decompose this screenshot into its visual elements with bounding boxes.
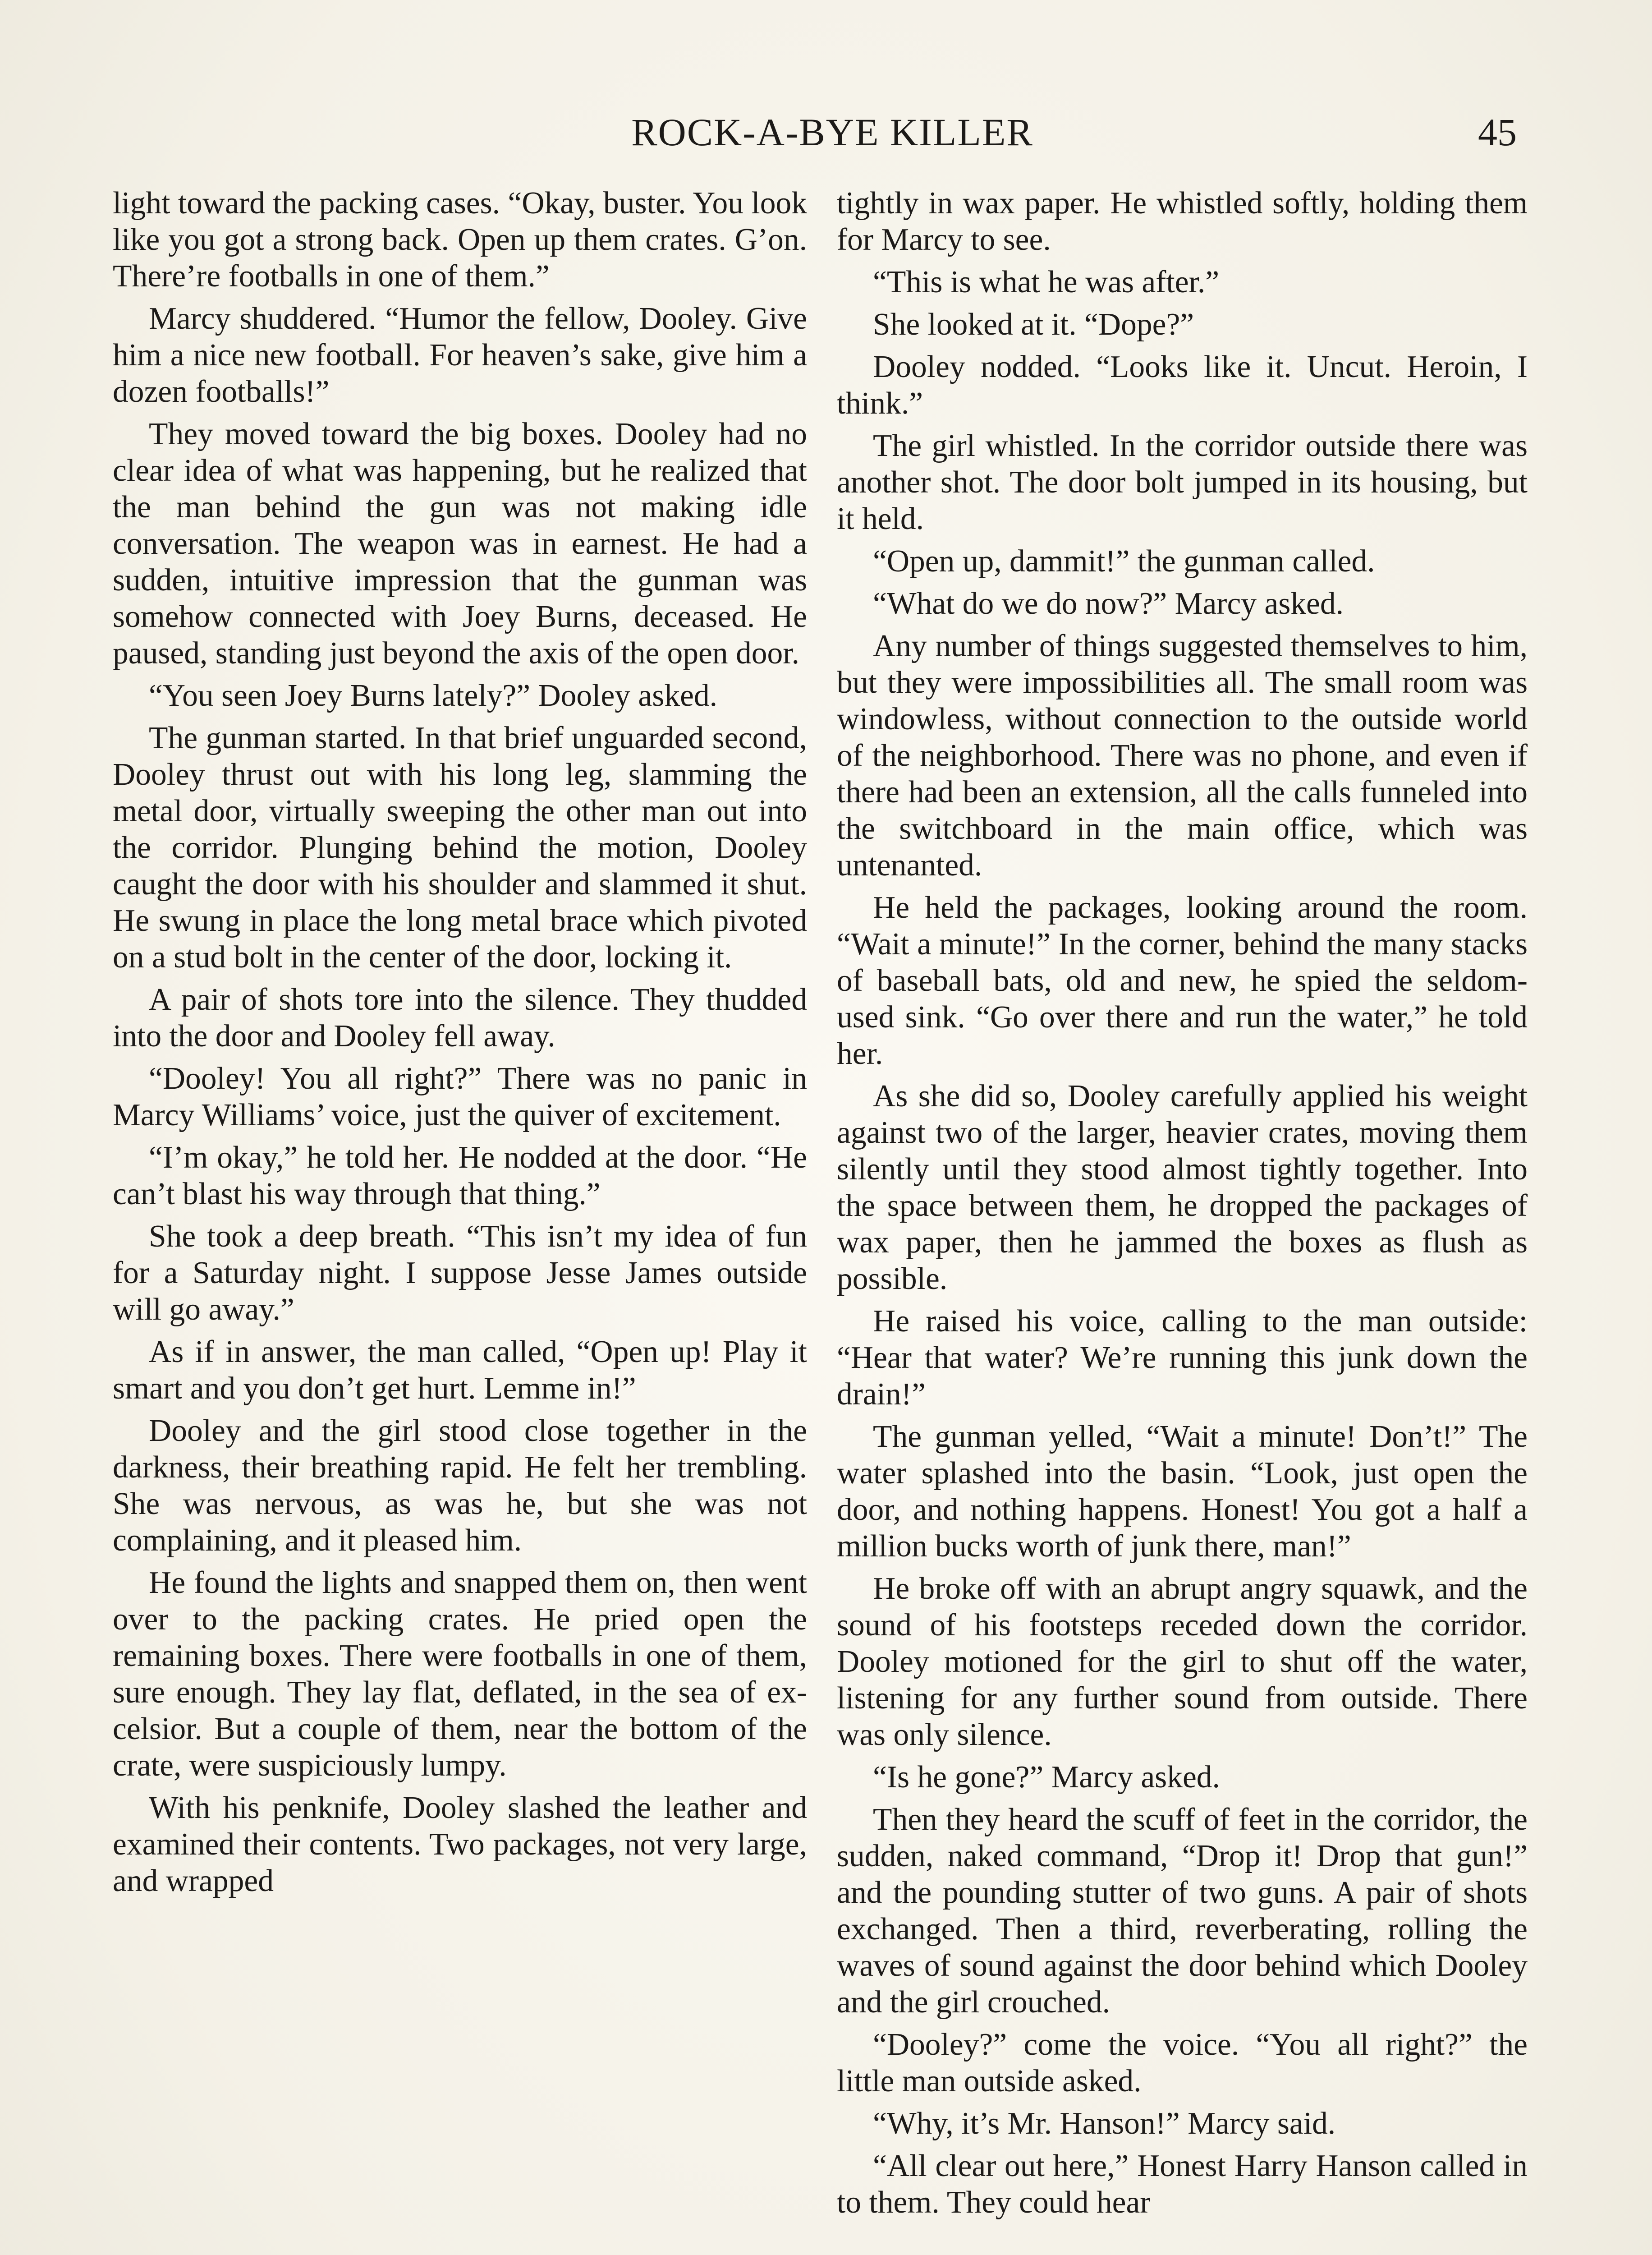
paragraph: “Dooley?” come the voice. “You all right?” the little man outside asked. (837, 2027, 1528, 2099)
paragraph: “Is he gone?” Marcy asked. (873, 1760, 1220, 1795)
paragraph: Marcy shuddered. “Humor the fellow, Dooley. Give him a nice new football. For heaven’s sake, give him a dozen footballs!” (113, 301, 807, 409)
paragraph: Dooley and the girl stood close together in the darkness, their breathing rapid. He felt her trembling. She was nervous, as was he, but she was not complaining, and it pleased him. (113, 1413, 807, 1558)
running-head-title: ROCK-A-BYE KILLER (631, 110, 1033, 154)
paragraph: “What do we do now?” Marcy asked. (873, 586, 1344, 621)
text-column-right (837, 185, 1528, 2227)
paragraph: He held the packages, looking around the room. “Wait a minute!” In the corner, behind the many stacks of baseball bats, old and new, he spied the seldom-used sink. “Go over there and run the water,” he told her. (837, 890, 1528, 1071)
paragraph: She looked at it. “Dope?” (873, 307, 1194, 342)
paragraph: light toward the packing cases. “Okay, buster. You look like you got a strong back. Open up them crates. G’on. There’re footballs in one of them.” (113, 186, 807, 294)
paragraph: He raised his voice, calling to the man outside: “Hear that water? We’re running this junk down the drain!” (837, 1304, 1528, 1412)
paragraph: “All clear out here,” Honest Harry Hanson called in to them. They could hear (837, 2149, 1528, 2220)
paragraph: They moved toward the big boxes. Dooley had no clear idea of what was happening, but he realized that the man behind the gun was not making idle conversation. The weapon was in earnest. He had a sudden, intuitive impression that the gunman was somehow connected with Joey Burns, deceased. He paused, standing just beyond the axis of the open door. (113, 417, 807, 671)
paragraph: “This is what he was after.” (873, 265, 1220, 299)
paragraph: Dooley nodded. “Looks like it. Uncut. Heroin, I think.” (837, 350, 1528, 421)
paragraph: She took a deep breath. “This isn’t my idea of fun for a Saturday night. I suppose Jesse James outside will go away.” (113, 1219, 807, 1327)
paragraph: Then they heard the scuff of feet in the corridor, the sudden, naked command, “Drop it! Drop that gun!” and the pounding stutter of two guns. A pair of shots exchanged. Then a third, reverberating, rolling the waves of sound against the door behind which Dooley and the girl crouched. (837, 1802, 1528, 2020)
paragraph: As she did so, Dooley carefully applied his weight against two of the larger, heavier crates, moving them silently until they stood almost tightly together. Into the space between them, he dropped the packages of wax paper, then he jammed the boxes as flush as possible. (837, 1079, 1528, 1296)
paragraph: He broke off with an abrupt angry squawk, and the sound of his footsteps receded down the corridor. Dooley motioned for the girl to shut off the water, listening for any further sound from outside. There was only silence. (837, 1571, 1528, 1752)
page-number: 45 (1478, 110, 1517, 154)
paragraph: As if in answer, the man called, “Open up! Play it smart and you don’t get hurt. Lemme in!” (113, 1335, 807, 1406)
paragraph: A pair of shots tore into the silence. They thudded into the door and Dooley fell away. (113, 982, 807, 1054)
text-column-left (113, 185, 807, 1905)
paragraph: tightly in wax paper. He whistled softly, holding them for Marcy to see. (837, 186, 1528, 257)
paragraph: With his penknife, Dooley slashed the leather and examined their contents. Two packages, not very large, and wrapped (113, 1790, 807, 1898)
paragraph: Any number of things suggested themselves to him, but they were impossibilities all. The small room was windowless, without connection to the outside world of the neighborhood. There was no phone, and even if there had been an extension, all the calls funneled into the switchboard in the main office, which was untenanted. (837, 629, 1528, 883)
paragraph: The gunman started. In that brief unguarded second, Dooley thrust out with his long leg, slamming the metal door, virtually sweeping the other man out into the corridor. Plunging behind the motion, Dooley caught the door with his shoulder and slammed it shut. He swung in place the long metal brace which pivoted on a stud bolt in the center of the door, locking it. (113, 721, 807, 975)
paragraph: The gunman yelled, “Wait a minute! Don’t!” The water splashed into the basin. “Look, just open the door, and nothing happens. Honest! You got a half a million bucks worth of junk there, man!” (837, 1419, 1528, 1564)
paragraph: The girl whistled. In the corridor outside there was another shot. The door bolt jumped in its housing, but it held. (837, 428, 1528, 536)
paragraph: “Dooley! You all right?” There was no panic in Marcy Williams’ voice, just the quiver of excitement. (113, 1061, 807, 1132)
paragraph: “I’m okay,” he told her. He nodded at the door. “He can’t blast his way through that thing.” (113, 1140, 807, 1211)
paragraph: “Why, it’s Mr. Hanson!” Marcy said. (873, 2106, 1336, 2141)
paragraph: “You seen Joey Burns lately?” Dooley asked. (149, 678, 718, 713)
paragraph: He found the lights and snapped them on, then went over to the packing crates. He pried open the remaining boxes. There were footballs in one of them, sure enough. They lay flat, deflated, in the sea of excelsior. But a couple of them, near the bottom of the crate, were suspiciously lumpy. (113, 1565, 807, 1783)
paragraph: “Open up, dammit!” the gunman called. (873, 544, 1375, 579)
